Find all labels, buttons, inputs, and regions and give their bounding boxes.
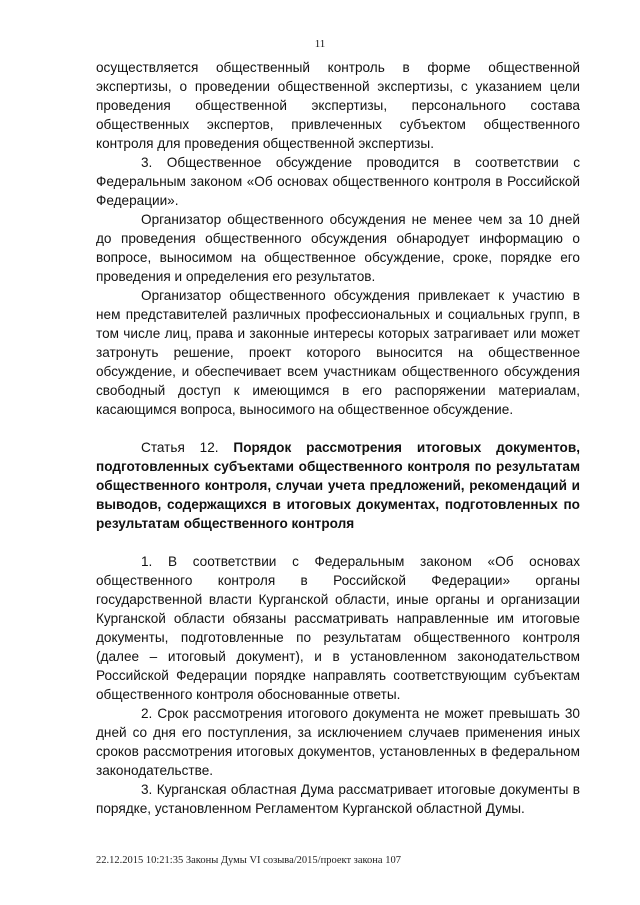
paragraph-article-item-3: 3. Курганская областная Дума рассматривает итоговые документы в порядке, установленном Регламентом Курганской областной Думы. (96, 782, 580, 816)
paragraph-continuation: осуществляется общественный контроль в форме общественной экспертизы, о проведении общественной экспертизы, с указанием цели проведения общественной экспертизы, персонального состава общественных экспертов, привлеченных субъектом общественного контроля для проведения общественной экспертизы. (96, 60, 580, 151)
paragraph-organizer-notice: Организатор общественного обсуждения не менее чем за 10 дней до проведения общественного обсуждения обнародует информацию о вопросе, выносимом на общественное обсуждение, сроке, порядке его проведения и определения его результатов. (96, 212, 580, 284)
paragraph-organizer-participants: Организатор общественного обсуждения привлекает к участию в нем представителей различных профессиональных и социальных групп, в том числе лиц, права и законные интересы которых затрагивает или может затронуть решение, проект которого выносится на общественное обсуждение, и обеспечивает всем участникам общественного обсуждения свободный доступ к имеющимся в его распоряжении материалам, касающимся вопроса, выносимого на общественное обсуждение. (96, 288, 580, 417)
paragraph-article-item-2: 2. Срок рассмотрения итогового документа не может превышать 30 дней со дня его поступления, за исключением случаев применения иных сроков рассмотрения итоговых документов, установленных в федеральном законодательстве. (96, 706, 580, 778)
article-prefix: Статья 12. (141, 440, 234, 455)
article-title: Порядок рассмотрения итоговых документов, подготовленных субъектами общественного контроля по результатам общественного контроля, случаи учета предложений, рекомендаций и выводов, содержащихся в итоговых документах, подготовленных по результатам общественного контроля (96, 440, 580, 531)
document-body (96, 58, 580, 818)
section-gap (96, 533, 580, 552)
document-footer: 22.12.2015 10:21:35 Законы Думы VI созыва/2015/проект закона 107 (96, 855, 401, 866)
page-number: 11 (314, 38, 326, 50)
article-heading (96, 438, 580, 533)
paragraph-article-item-1: 1. В соответствии с Федеральным законом «Об основах общественного контроля в Российской Федерации» органы государственной власти Курганской области, иные органы и организации Курганской области обязаны рассматривать направленные им итоговые документы, подготовленные по результатам общественного контроля (далее – итоговый документ), и в установленном законодательством Российской Федерации порядке направлять соответствующим субъектам общественного контроля обоснованные ответы. (96, 554, 580, 702)
paragraph-item-3: 3. Общественное обсуждение проводится в соответствии с Федеральным законом «Об основах общественного контроля в Российской Федерации». (96, 155, 580, 208)
